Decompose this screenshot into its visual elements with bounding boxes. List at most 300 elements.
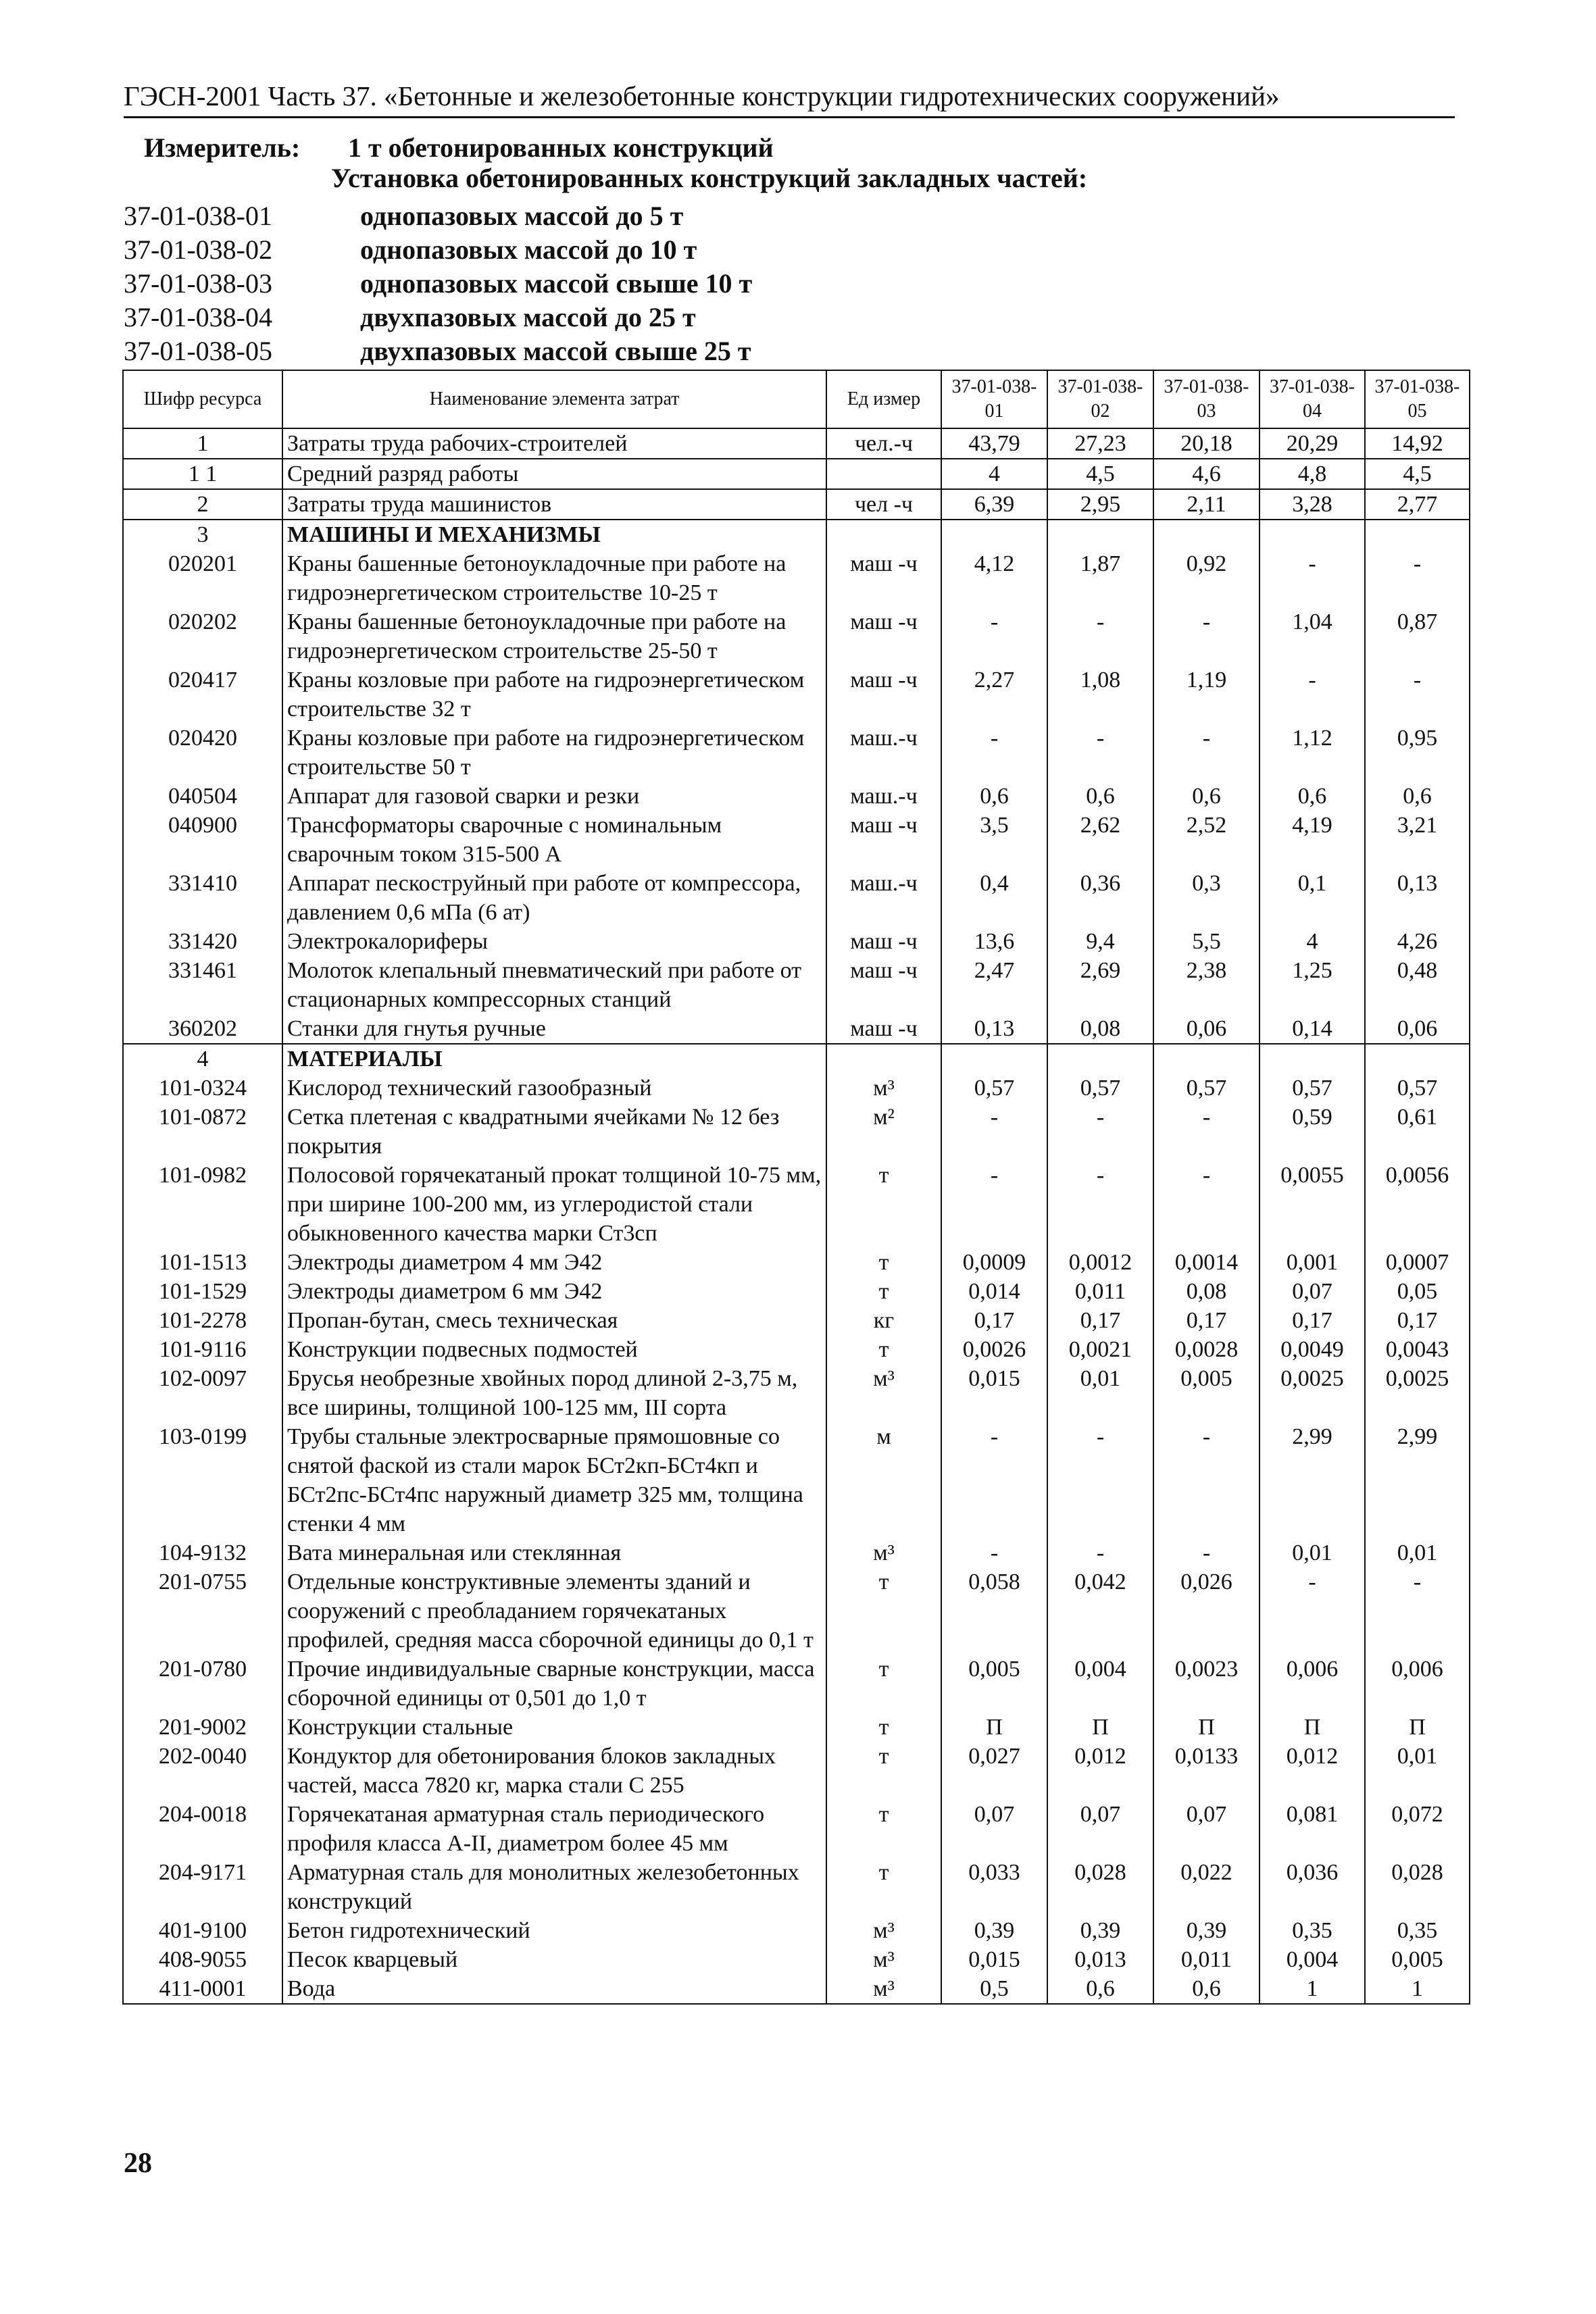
- table-row: [123, 1277, 1470, 1306]
- meter-line: [144, 132, 774, 164]
- cell-value: 2,27: [941, 665, 1047, 724]
- cell-value: 1,87: [1047, 549, 1153, 607]
- cell-value: П: [1153, 1713, 1260, 1742]
- code-description: однопазовых массой до 10 т: [360, 234, 697, 265]
- cell-unit: т: [826, 1713, 941, 1742]
- cell-name: Вода: [282, 1974, 826, 2004]
- cell-value: 4,8: [1260, 459, 1365, 489]
- cell-unit: [826, 520, 941, 549]
- cell-value: 0,0021: [1047, 1335, 1153, 1364]
- cell-value: -: [1047, 1538, 1153, 1567]
- cell-code: 204-0018: [123, 1800, 282, 1858]
- table-row: [123, 520, 1470, 549]
- cell-value: 20,18: [1153, 428, 1260, 459]
- header-col-3: 37-01-038-03: [1153, 370, 1260, 428]
- cell-value: -: [1260, 549, 1365, 607]
- cell-value: 4,12: [941, 549, 1047, 607]
- cell-code: 401-9100: [123, 1916, 282, 1945]
- cell-value: 14,92: [1365, 428, 1470, 459]
- cell-code: 1: [123, 428, 282, 459]
- header-unit: Ед измер: [826, 370, 941, 428]
- cell-value: 4,26: [1365, 927, 1470, 956]
- cell-value: 1,12: [1260, 724, 1365, 782]
- page-number: 28: [124, 2148, 152, 2179]
- cell-value: 4,6: [1153, 459, 1260, 489]
- cell-code: 101-1513: [123, 1248, 282, 1277]
- code-list-item: [124, 334, 752, 368]
- cell-value: 0,07: [1153, 1800, 1260, 1858]
- cell-value: 0,015: [941, 1364, 1047, 1422]
- cell-value: 0,13: [941, 1014, 1047, 1044]
- cell-value: 0,0025: [1260, 1364, 1365, 1422]
- table-row: [123, 1800, 1470, 1858]
- cell-value: 1,19: [1153, 665, 1260, 724]
- cell-value: 0,07: [1260, 1277, 1365, 1306]
- cell-value: 0,6: [1047, 782, 1153, 811]
- cell-name: Пропан-бутан, смесь техническая: [282, 1306, 826, 1335]
- table-row: [123, 1306, 1470, 1335]
- cell-value: П: [1260, 1713, 1365, 1742]
- cell-value: 0,0026: [941, 1335, 1047, 1364]
- table-row: [123, 811, 1470, 869]
- cell-value: 0,012: [1047, 1742, 1153, 1800]
- cell-value: -: [1047, 724, 1153, 782]
- cell-value: [1153, 520, 1260, 549]
- cell-value: 2,69: [1047, 956, 1153, 1014]
- cell-value: 0,39: [1047, 1916, 1153, 1945]
- cell-value: [1365, 1044, 1470, 1074]
- code-number: 37-01-038-04: [124, 302, 272, 332]
- cell-value: 0,0025: [1365, 1364, 1470, 1422]
- table-row: [123, 1422, 1470, 1538]
- cell-name: Аппарат для газовой сварки и резки: [282, 782, 826, 811]
- cell-value: 6,39: [941, 489, 1047, 520]
- cell-name: Брусья необрезные хвойных пород длиной 2-3,75 м, все ширины, толщиной 100-125 мм, III сорта: [282, 1364, 826, 1422]
- cell-name: Аппарат пескоструйный при работе от компрессора, давлением 0,6 мПа (6 ат): [282, 869, 826, 927]
- cell-value: 0,95: [1365, 724, 1470, 782]
- cell-value: 2,77: [1365, 489, 1470, 520]
- cell-unit: маш -ч: [826, 927, 941, 956]
- cell-value: П: [941, 1713, 1047, 1742]
- cell-value: [1047, 520, 1153, 549]
- cell-value: 0,0012: [1047, 1248, 1153, 1277]
- cell-value: -: [1047, 1422, 1153, 1538]
- cell-value: 0,57: [1047, 1074, 1153, 1103]
- cell-name: МАШИНЫ И МЕХАНИЗМЫ: [282, 520, 826, 549]
- cell-value: -: [1153, 724, 1260, 782]
- cell-value: 5,5: [1153, 927, 1260, 956]
- cell-value: 0,058: [941, 1567, 1047, 1655]
- cell-code: 020202: [123, 607, 282, 665]
- cell-value: 0,0023: [1153, 1655, 1260, 1713]
- cell-code: 104-9132: [123, 1538, 282, 1567]
- cell-value: 3,21: [1365, 811, 1470, 869]
- cell-value: 4,19: [1260, 811, 1365, 869]
- cell-value: 0,0055: [1260, 1161, 1365, 1248]
- cell-value: [941, 1044, 1047, 1074]
- code-description: двухпазовых массой свыше 25 т: [360, 336, 751, 366]
- cell-value: П: [1365, 1713, 1470, 1742]
- cell-code: 331420: [123, 927, 282, 956]
- cell-value: -: [1047, 607, 1153, 665]
- cell-name: Вата минеральная или стеклянная: [282, 1538, 826, 1567]
- cell-name: Кондуктор для обетонирования блоков закладных частей, масса 7820 кг, марка стали С 255: [282, 1742, 826, 1800]
- cell-value: [941, 520, 1047, 549]
- cell-code: 411-0001: [123, 1974, 282, 2004]
- cell-code: 102-0097: [123, 1364, 282, 1422]
- cell-name: МАТЕРИАЛЫ: [282, 1044, 826, 1074]
- cell-code: 331461: [123, 956, 282, 1014]
- cell-name: Молоток клепальный пневматический при работе от стационарных компрессорных станций: [282, 956, 826, 1014]
- cell-value: 0,6: [1153, 1974, 1260, 2004]
- table-row: [123, 459, 1470, 489]
- cell-value: 0,07: [941, 1800, 1047, 1858]
- cell-value: 0,36: [1047, 869, 1153, 927]
- cell-unit: маш -ч: [826, 1014, 941, 1044]
- cell-value: 0,022: [1153, 1858, 1260, 1916]
- cell-value: 0,57: [1365, 1074, 1470, 1103]
- cell-value: 4,5: [1047, 459, 1153, 489]
- cell-value: 0,05: [1365, 1277, 1470, 1306]
- table-row: [123, 1538, 1470, 1567]
- cell-value: 0,006: [1260, 1655, 1365, 1713]
- table-row: [123, 724, 1470, 782]
- cell-unit: маш.-ч: [826, 782, 941, 811]
- cell-value: 0,06: [1153, 1014, 1260, 1044]
- cell-unit: т: [826, 1161, 941, 1248]
- cell-value: 0,01: [1365, 1742, 1470, 1800]
- cell-name: Электроды диаметром 4 мм Э42: [282, 1248, 826, 1277]
- table-row: [123, 1916, 1470, 1945]
- cell-unit: чел -ч: [826, 489, 941, 520]
- cell-name: Трансформаторы сварочные с номинальным сварочным током 315-500 А: [282, 811, 826, 869]
- cell-value: [1260, 1044, 1365, 1074]
- cell-value: 2,38: [1153, 956, 1260, 1014]
- cell-value: 0,17: [1047, 1306, 1153, 1335]
- meter-value: 1 т обетонированных конструкций: [348, 132, 774, 163]
- cell-unit: т: [826, 1248, 941, 1277]
- cell-value: 4: [941, 459, 1047, 489]
- table-body: [123, 428, 1470, 2004]
- cell-value: -: [941, 724, 1047, 782]
- cell-value: 0,014: [941, 1277, 1047, 1306]
- code-list-item: [124, 233, 752, 267]
- cell-code: 204-9171: [123, 1858, 282, 1916]
- cell-name: Затраты труда машинистов: [282, 489, 826, 520]
- cell-value: -: [1153, 1538, 1260, 1567]
- cell-value: 0,07: [1047, 1800, 1153, 1858]
- cell-value: 0,39: [941, 1916, 1047, 1945]
- cell-code: 020201: [123, 549, 282, 607]
- cell-value: 1,08: [1047, 665, 1153, 724]
- cell-value: 0,57: [1260, 1074, 1365, 1103]
- cell-value: 0,08: [1153, 1277, 1260, 1306]
- cell-value: [1260, 520, 1365, 549]
- cell-code: 101-0982: [123, 1161, 282, 1248]
- cell-value: 0,0056: [1365, 1161, 1470, 1248]
- cell-value: 0,042: [1047, 1567, 1153, 1655]
- cell-name: Средний разряд работы: [282, 459, 826, 489]
- cell-value: -: [1365, 1567, 1470, 1655]
- cell-unit: маш.-ч: [826, 724, 941, 782]
- cell-value: 0,87: [1365, 607, 1470, 665]
- cell-value: [1365, 520, 1470, 549]
- cell-name: Бетон гидротехнический: [282, 1916, 826, 1945]
- cell-value: 0,57: [1153, 1074, 1260, 1103]
- cell-unit: [826, 459, 941, 489]
- cell-value: 13,6: [941, 927, 1047, 956]
- cell-code: 360202: [123, 1014, 282, 1044]
- cell-name: Конструкции подвесных подмостей: [282, 1335, 826, 1364]
- cell-value: 0,4: [941, 869, 1047, 927]
- cell-value: [1047, 1044, 1153, 1074]
- cell-code: 202-0040: [123, 1742, 282, 1800]
- table-header-row: [123, 370, 1470, 428]
- table-row: [123, 1248, 1470, 1277]
- cell-code: 4: [123, 1044, 282, 1074]
- cell-code: 1 1: [123, 459, 282, 489]
- table-row: [123, 665, 1470, 724]
- cell-code: 103-0199: [123, 1422, 282, 1538]
- cell-code: 101-0324: [123, 1074, 282, 1103]
- cell-value: 0,59: [1260, 1103, 1365, 1161]
- cell-value: -: [1365, 549, 1470, 607]
- table-row: [123, 1713, 1470, 1742]
- cell-code: 3: [123, 520, 282, 549]
- cell-value: 0,08: [1047, 1014, 1153, 1044]
- cell-code: 201-9002: [123, 1713, 282, 1742]
- cell-value: 0,0049: [1260, 1335, 1365, 1364]
- cell-value: 1,04: [1260, 607, 1365, 665]
- cell-value: 0,001: [1260, 1248, 1365, 1277]
- cell-value: 0,01: [1260, 1538, 1365, 1567]
- table-row: [123, 1014, 1470, 1044]
- table-row: [123, 1074, 1470, 1103]
- cell-value: 0,48: [1365, 956, 1470, 1014]
- cell-unit: маш.-ч: [826, 869, 941, 927]
- cell-unit: маш -ч: [826, 549, 941, 607]
- cell-code: 331410: [123, 869, 282, 927]
- cell-value: 0,026: [1153, 1567, 1260, 1655]
- cell-value: 1,25: [1260, 956, 1365, 1014]
- code-description: двухпазовых массой до 25 т: [360, 302, 696, 332]
- cell-value: 0,011: [1153, 1945, 1260, 1974]
- cell-code: 2: [123, 489, 282, 520]
- cell-value: 0,5: [941, 1974, 1047, 2004]
- code-description: однопазовых массой свыше 10 т: [360, 268, 753, 299]
- cell-unit: м³: [826, 1538, 941, 1567]
- cell-value: 0,06: [1365, 1014, 1470, 1044]
- cell-value: 0,6: [1260, 782, 1365, 811]
- code-number: 37-01-038-02: [124, 234, 272, 265]
- cell-value: 0,6: [1365, 782, 1470, 811]
- table-row: [123, 428, 1470, 459]
- cell-value: 0,6: [1153, 782, 1260, 811]
- cell-code: 101-0872: [123, 1103, 282, 1161]
- cell-value: 9,4: [1047, 927, 1153, 956]
- cell-unit: кг: [826, 1306, 941, 1335]
- code-description: однопазовых массой до 5 т: [360, 201, 684, 231]
- cell-value: -: [1365, 665, 1470, 724]
- cell-value: -: [941, 1422, 1047, 1538]
- code-list: [124, 199, 752, 368]
- cell-value: -: [941, 1161, 1047, 1248]
- cell-value: -: [1153, 1161, 1260, 1248]
- cell-value: 0,61: [1365, 1103, 1470, 1161]
- cell-name: Отдельные конструктивные элементы зданий и сооружений с преобладанием горячекатаных профилей, средняя масса сборочной единицы до 0,1 т: [282, 1567, 826, 1655]
- cell-value: 0,028: [1047, 1858, 1153, 1916]
- cell-value: 1: [1260, 1974, 1365, 2004]
- header-col-1: 37-01-038-01: [941, 370, 1047, 428]
- cell-value: -: [1047, 1161, 1153, 1248]
- cell-value: 0,13: [1365, 869, 1470, 927]
- table-row: [123, 1945, 1470, 1974]
- cell-value: -: [1047, 1103, 1153, 1161]
- table-row: [123, 549, 1470, 607]
- header-code: Шифр ресурса: [123, 370, 282, 428]
- table-row: [123, 927, 1470, 956]
- cell-value: 2,47: [941, 956, 1047, 1014]
- cell-unit: т: [826, 1742, 941, 1800]
- cell-value: 0,6: [1047, 1974, 1153, 2004]
- cell-value: 0,005: [1365, 1945, 1470, 1974]
- cell-value: 2,95: [1047, 489, 1153, 520]
- code-list-item: [124, 267, 752, 301]
- resource-table: [122, 370, 1470, 2005]
- table-row: [123, 607, 1470, 665]
- cell-value: 0,1: [1260, 869, 1365, 927]
- cell-value: 0,17: [1260, 1306, 1365, 1335]
- cell-name: Краны козловые при работе на гидроэнергетическом строительстве 32 т: [282, 665, 826, 724]
- cell-value: -: [941, 1103, 1047, 1161]
- cell-value: 0,072: [1365, 1800, 1470, 1858]
- cell-value: 0,01: [1047, 1364, 1153, 1422]
- cell-value: 0,17: [1365, 1306, 1470, 1335]
- table-row: [123, 782, 1470, 811]
- cell-code: 020420: [123, 724, 282, 782]
- cell-value: 3,28: [1260, 489, 1365, 520]
- cell-value: 0,033: [941, 1858, 1047, 1916]
- cell-code: 201-0780: [123, 1655, 282, 1713]
- cell-name: Сетка плетеная с квадратными ячейками № 12 без покрытия: [282, 1103, 826, 1161]
- cell-value: 0,6: [941, 782, 1047, 811]
- cell-code: 201-0755: [123, 1567, 282, 1655]
- cell-value: 0,028: [1365, 1858, 1470, 1916]
- cell-value: 0,0007: [1365, 1248, 1470, 1277]
- meter-label: Измеритель:: [144, 132, 301, 163]
- cell-value: 0,081: [1260, 1800, 1365, 1858]
- cell-unit: чел.-ч: [826, 428, 941, 459]
- cell-value: -: [1153, 1103, 1260, 1161]
- cell-unit: м²: [826, 1103, 941, 1161]
- table-row: [123, 489, 1470, 520]
- section-subtitle: Установка обетонированных конструкций закладных частей:: [331, 163, 1088, 193]
- table-row: [123, 869, 1470, 927]
- cell-unit: маш -ч: [826, 607, 941, 665]
- cell-unit: т: [826, 1335, 941, 1364]
- cell-name: Краны козловые при работе на гидроэнергетическом строительстве 50 т: [282, 724, 826, 782]
- cell-value: 0,39: [1153, 1916, 1260, 1945]
- code-list-item: [124, 301, 752, 334]
- cell-value: 3,5: [941, 811, 1047, 869]
- cell-name: Прочие индивидуальные сварные конструкции, масса сборочной единицы от 0,501 до 1,0 т: [282, 1655, 826, 1713]
- header-col-5: 37-01-038-05: [1365, 370, 1470, 428]
- cell-value: 0,015: [941, 1945, 1047, 1974]
- cell-unit: т: [826, 1858, 941, 1916]
- cell-value: 2,99: [1260, 1422, 1365, 1538]
- cell-value: 0,3: [1153, 869, 1260, 927]
- cell-value: 0,013: [1047, 1945, 1153, 1974]
- cell-value: 0,0133: [1153, 1742, 1260, 1800]
- cell-name: Конструкции стальные: [282, 1713, 826, 1742]
- cell-value: 2,99: [1365, 1422, 1470, 1538]
- page-header: ГЭСН-2001 Часть 37. «Бетонные и железобетонные конструкции гидротехнических сооружений»: [124, 80, 1455, 118]
- cell-value: 0,0014: [1153, 1248, 1260, 1277]
- cell-value: 0,005: [941, 1655, 1047, 1713]
- code-list-item: [124, 199, 752, 233]
- cell-unit: м³: [826, 1916, 941, 1945]
- cell-name: Электрокалориферы: [282, 927, 826, 956]
- cell-code: 020417: [123, 665, 282, 724]
- cell-unit: м³: [826, 1364, 941, 1422]
- cell-value: 2,52: [1153, 811, 1260, 869]
- cell-name: Полосовой горячекатаный прокат толщиной 10-75 мм, при ширине 100-200 мм, из углеродистой стали обыкновенного качества марки Ст3сп: [282, 1161, 826, 1248]
- cell-name: Песок кварцевый: [282, 1945, 826, 1974]
- cell-name: Трубы стальные электросварные прямошовные со снятой фаской из стали марок БСт2кп-БСт4кп и БСт2пс-БСт4пс наружный диаметр 325 мм, толщина стенки 4 мм: [282, 1422, 826, 1538]
- cell-value: 0,0043: [1365, 1335, 1470, 1364]
- cell-value: П: [1047, 1713, 1153, 1742]
- cell-value: -: [1153, 1422, 1260, 1538]
- cell-unit: т: [826, 1277, 941, 1306]
- cell-name: Арматурная сталь для монолитных железобетонных конструкций: [282, 1858, 826, 1916]
- table-row: [123, 1161, 1470, 1248]
- table-row: [123, 1974, 1470, 2004]
- cell-value: 20,29: [1260, 428, 1365, 459]
- cell-code: 101-9116: [123, 1335, 282, 1364]
- cell-value: 0,17: [941, 1306, 1047, 1335]
- cell-unit: т: [826, 1800, 941, 1858]
- cell-value: -: [941, 1538, 1047, 1567]
- cell-value: 0,012: [1260, 1742, 1365, 1800]
- cell-code: 101-2278: [123, 1306, 282, 1335]
- cell-name: Краны башенные бетоноукладочные при работе на гидроэнергетическом строительстве 25-50 т: [282, 607, 826, 665]
- header-col-4: 37-01-038-04: [1260, 370, 1365, 428]
- cell-name: Горячекатаная арматурная сталь периодического профиля класса А-II, диаметром более 45 мм: [282, 1800, 826, 1858]
- cell-value: 2,11: [1153, 489, 1260, 520]
- cell-value: 0,0009: [941, 1248, 1047, 1277]
- cell-value: 0,005: [1153, 1364, 1260, 1422]
- cell-code: 408-9055: [123, 1945, 282, 1974]
- header-name: Наименование элемента затрат: [282, 370, 826, 428]
- cell-value: 27,23: [1047, 428, 1153, 459]
- cell-value: 0,14: [1260, 1014, 1365, 1044]
- table-row: [123, 956, 1470, 1014]
- cell-value: 43,79: [941, 428, 1047, 459]
- cell-unit: маш -ч: [826, 956, 941, 1014]
- table-row: [123, 1335, 1470, 1364]
- cell-code: 040900: [123, 811, 282, 869]
- cell-value: 2,62: [1047, 811, 1153, 869]
- cell-unit: маш -ч: [826, 811, 941, 869]
- cell-value: 0,004: [1260, 1945, 1365, 1974]
- cell-value: [1153, 1044, 1260, 1074]
- cell-value: 0,01: [1365, 1538, 1470, 1567]
- cell-value: 0,35: [1365, 1916, 1470, 1945]
- cell-unit: м: [826, 1422, 941, 1538]
- cell-value: 4,5: [1365, 459, 1470, 489]
- table-row: [123, 1567, 1470, 1655]
- code-number: 37-01-038-05: [124, 336, 272, 366]
